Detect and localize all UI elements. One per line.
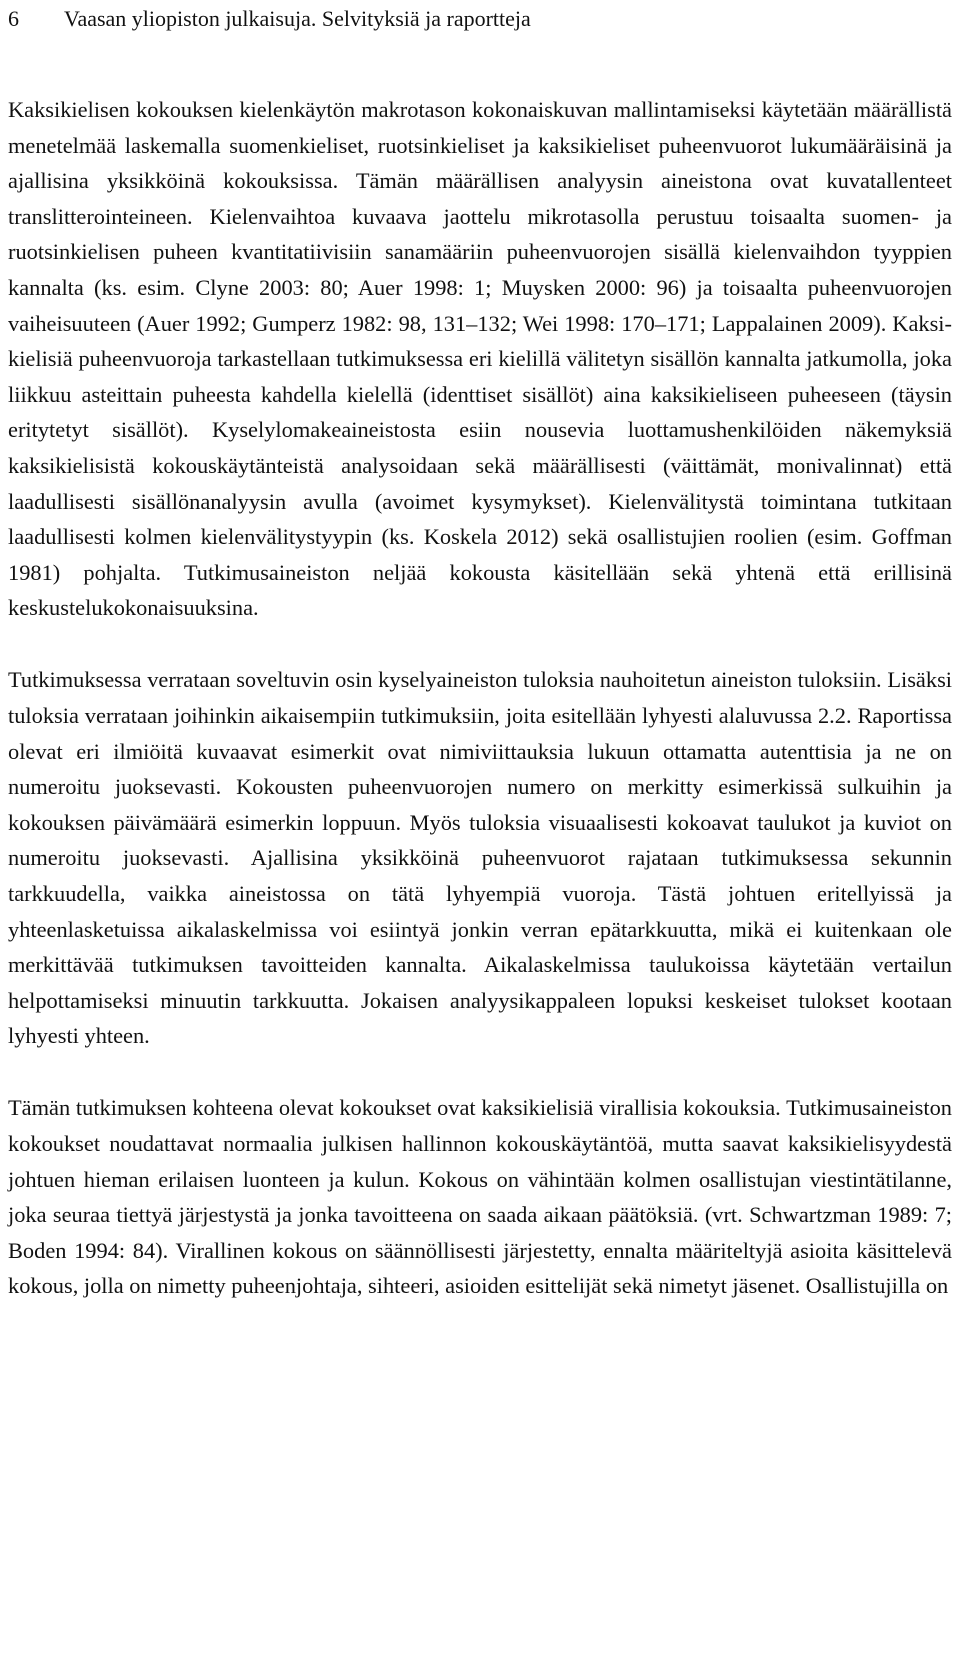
paragraph-methods: Kaksikielisen kokouksen kielenkäytön makrotason kokonaiskuvan mallintamiseksi käytetään määrällistä menetelmää laskemalla suomenkieliset, ruotsinkieliset ja kaksikieliset puheenvuorot lukumääräisinä ja ajallisina yksikköinä kokouksissa. Tämän määrällisen analyysin aineistona ovat kuvatallenteet translitterointeineen. Kielenvaihtoa kuvaava jaottelu mikrotasolla perustuu toisaalta suomen- ja ruotsinkielisen puheen kvantitatiivisiin sanamääriin puheenvuorojen sisällä kielenvaihdon tyyppien kannalta (ks. esim. Clyne 2003: 80; Auer 1998: 1; Muysken 2000: 96) ja toisaalta puheenvuorojen vaiheisuuteen (Auer 1992; Gumperz 1982: 98, 131–132; Wei 1998: 170–171; Lappalainen 2009). Kaksikielisiä puheenvuoroja tarkastellaan tutkimuksessa eri kielillä välitetyn sisällön kannalta jatkumolla, joka liikkuu asteittain puheesta kahdella kielellä (identtiset sisällöt) aina kaksikieliseen puheeseen (täysin eritytetyt sisällöt). Kyselylomakeaineistosta esiin nousevia luottamushenkilöiden näkemyksiä kaksikielisistä kokouskäytänteistä analysoidaan sekä määrällisesti (väittämät, monivalinnat) että laadullisesti sisällönanalyysin avulla (avoimet kysymykset). Kielenvälitystä toimintana tutkitaan laadullisesti kolmen kielenvälitystyypin (ks. Koskela 2012) sekä osallistujien roolien (esim. Goffman 1981) pohjalta. Tutkimusaineiston neljää kokousta käsitellään sekä yhtenä että erillisinä keskustelukokonaisuuksina.: [8, 97, 952, 621]
page-number: 6: [8, 6, 19, 31]
document-page: [8, 0, 952, 1304]
series-title: Vaasan yliopiston julkaisuja. Selvityksiä ja raportteja: [64, 6, 531, 31]
paragraph-meetings: Tämän tutkimuksen kohteena olevat kokoukset ovat kaksikielisiä virallisia kokouksia. Tutkimusaineiston kokoukset noudattavat normaalia julkisen hallinnon kokouskäytäntöä, mutta saavat kaksikielisyydestä johtuen hieman erilaisen luonteen ja kulun. Kokous on vähintään kolmen osallistujan viestintätilanne, joka seuraa tiettyä järjestystä ja jonka tavoitteena on saada aikaan päätöksiä. (vrt. Schwartzman 1989: 7; Boden 1994: 84). Virallinen kokous on säännöllisesti järjestetty, ennalta määriteltyjä asioita käsittelevä kokous, jolla on nimetty puheenjohtaja, sihteeri, asioiden esittelijät sekä nimetyt jäsenet. Osallistujilla on: [8, 1095, 952, 1299]
running-header: [8, 0, 952, 44]
paragraph-comparison: Tutkimuksessa verrataan soveltuvin osin kyselyaineiston tuloksia nauhoitetun aineiston tuloksiin. Lisäksi tuloksia verrataan joihinkin aikaisempiin tutkimuksiin, joita esitellään lyhyesti alaluvussa 2.2. Raportissa olevat eri ilmiöitä kuvaavat esimerkit ovat nimiviittauksia lukuun ottamatta autenttisia ja ne on numeroitu juoksevasti. Kokousten puheenvuorojen numero on merkitty esimerkissä sulkuihin ja kokouksen päivämäärä esimerkin loppuun. Myös tuloksia visuaalisesti kokoavat taulukot ja kuviot on numeroitu juoksevasti. Ajallisina yksikköinä puheenvuorot rajataan tutkimuksessa sekunnin tarkkuudella, vaikka aineistossa on tätä lyhyempiä vuoroja. Tästä johtuen eritellyissä ja yhteenlasketuissa aikalaskelmissa voi esiintyä jonkin verran epätarkkuutta, mikä ei kuitenkaan ole merkittävää tutkimuksen tavoitteiden kannalta. Aikalaskelmissa taulukoissa käytetään vertailun helpottamiseksi minuutin tarkkuutta. Jokaisen analyysikappaleen lopuksi keskeiset tulokset kootaan lyhyesti yhteen.: [8, 667, 952, 1049]
body-text: [8, 92, 952, 1304]
